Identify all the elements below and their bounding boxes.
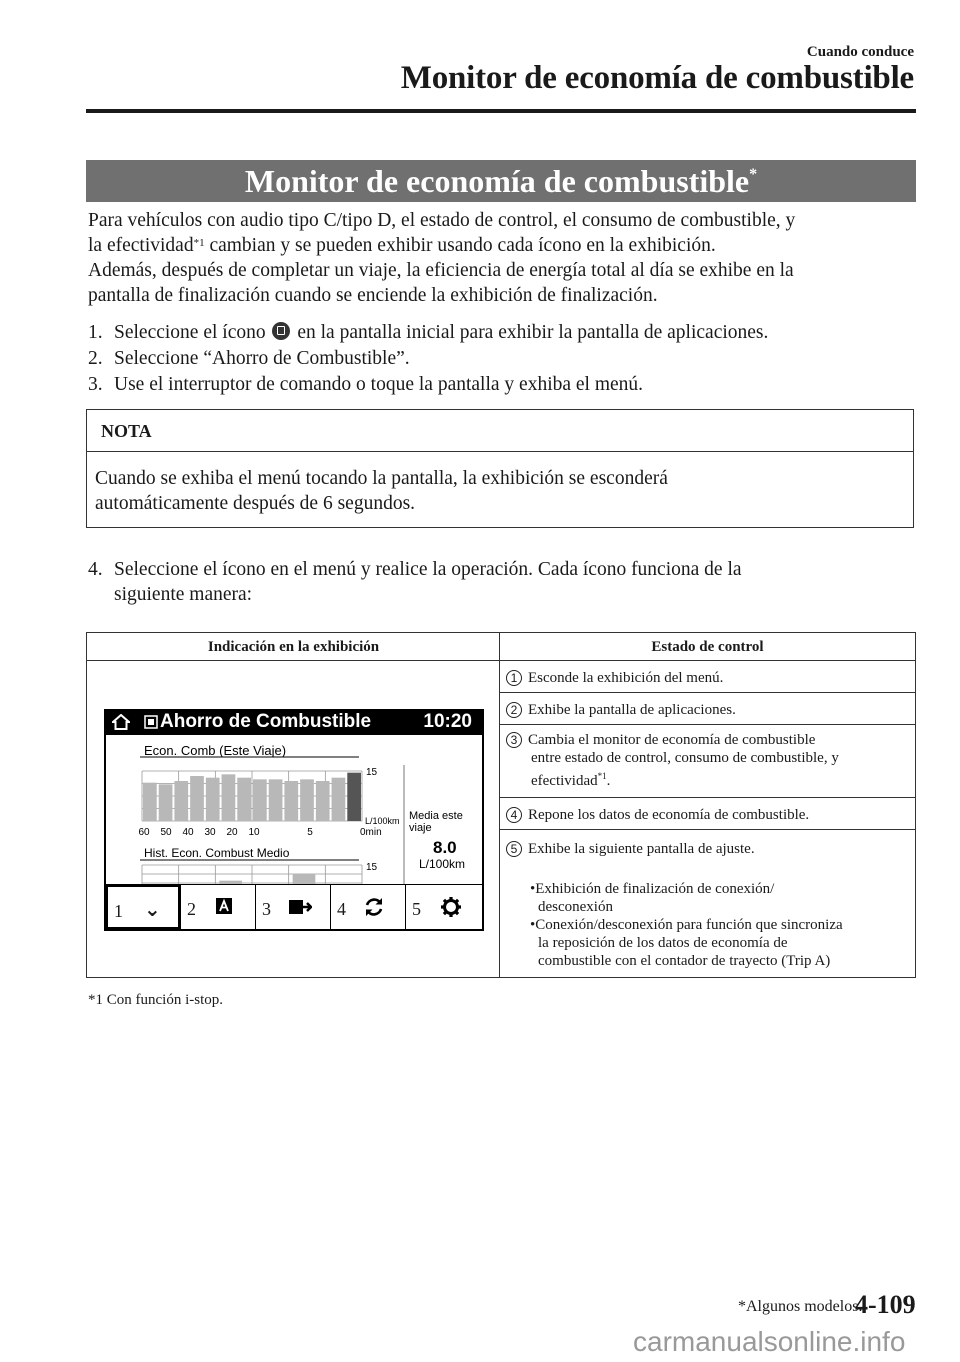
footnote-ref: *1: [597, 771, 607, 781]
chart1-unit: L/100km: [365, 816, 400, 826]
chart1-bar: [190, 776, 204, 821]
chart2-ymax: 15: [366, 862, 378, 873]
gear-icon: [440, 896, 462, 918]
footnote: *1 Con función i-stop.: [88, 992, 223, 1008]
chart2-label: Hist. Econ. Combust Medio: [144, 846, 290, 860]
callout-number: 2: [506, 702, 522, 718]
page-number: 4-109: [855, 1290, 916, 1319]
avg-label: viaje: [409, 822, 432, 834]
chart1-bar: [284, 781, 298, 821]
fuel-economy-screen: [104, 709, 484, 931]
chart1-bar: [222, 774, 236, 821]
footnote-ref: *1: [193, 237, 205, 249]
watermark: carmanualsonline.info: [633, 1326, 906, 1357]
reset-data-button[interactable]: [330, 885, 405, 929]
chevron-down-icon: ⌄: [144, 897, 161, 921]
chart1-tick-label: 30: [204, 827, 216, 838]
note-heading: NOTA: [87, 410, 913, 452]
step-4: 4. Seleccione el ícono en el menú y realice la operación. Cada ícono funciona de la siguiente manera:: [88, 559, 742, 605]
screen-header: [104, 709, 484, 735]
screen-menu-bar: [106, 885, 482, 929]
step-1: 1. Seleccione el ícono en la pantalla inicial para exhibir la pantalla de aplicaciones.: [88, 322, 769, 343]
callout-number: 4: [506, 807, 522, 823]
models-note: *Algunos modelos.: [738, 1298, 863, 1315]
chart1-bar: [347, 773, 361, 821]
list-item: •Conexión/desconexión para función que sincroniza la reposición de los datos de economía de combustible con el contador de trayecto (Trip A): [530, 917, 843, 969]
title-divider: [86, 109, 916, 113]
chart1-bar: [332, 778, 346, 821]
chart1-ymax: 15: [366, 767, 378, 778]
row-2: 2 Exhibe la pantalla de aplicaciones.: [500, 693, 915, 725]
section-label: Cuando conduce: [806, 44, 914, 60]
intro-paragraph-1: [88, 208, 916, 308]
applications-button[interactable]: [180, 885, 255, 929]
callout-number: 1: [114, 901, 123, 921]
avg-unit: L/100km: [419, 857, 466, 871]
intro-line: Para vehículos con audio tipo C/tipo D, el estado de control, el consumo de combustible, y: [88, 210, 796, 231]
chart1-tick-label: 40: [182, 827, 194, 838]
chart1-tick-label: 60: [138, 827, 150, 838]
callout-number: 4: [337, 899, 346, 919]
row-1: 1 Esconde la exhibición del menú.: [500, 661, 915, 693]
intro-line: pantalla de finalización cuando se enciende la exhibición de finalización.: [88, 285, 658, 306]
chart1-label: Econ. Comb (Este Viaje): [144, 743, 287, 758]
switch-monitor-button[interactable]: [255, 885, 330, 929]
section-banner: [86, 160, 916, 202]
callout-number: 3: [506, 732, 522, 748]
settings-list: [530, 880, 843, 970]
chart1-tick-label: 10: [248, 827, 260, 838]
page-title: Monitor de economía de combustible: [400, 60, 914, 96]
intro-line: Además, después de completar un viaje, la eficiencia de energía total al día se exhibe en la: [88, 260, 794, 281]
applications-icon: [215, 897, 233, 915]
step-number: 3.: [88, 374, 103, 395]
screen-clock: 10:20: [423, 711, 472, 732]
note-box: [86, 409, 914, 528]
banner-title: Monitor de economía de combustible: [244, 163, 750, 199]
note-body: Cuando se exhiba el menú tocando la pantalla, la exhibición se esconderá automáticamente después de 6 segundos.: [95, 468, 668, 514]
switch-screen-icon: [288, 897, 312, 917]
reset-icon: [363, 896, 385, 918]
intro-line: la efectividad$^{*1}$ cambian y se pueden exhibir usando cada ícono en la exhibición.: [88, 235, 716, 256]
step-number: 1.: [88, 322, 103, 343]
callout-number: 5: [412, 899, 421, 919]
chart1-bar: [300, 779, 314, 821]
step-number: 2.: [88, 348, 103, 369]
row-3: 3 Cambia el monitor de economía de combustible entre estado de control, consumo de combustible, y efectividad$^{*1}$.: [500, 725, 915, 798]
screen-title: Ahorro de Combustible: [160, 711, 372, 732]
callout-number: 3: [262, 899, 271, 919]
chart1-bar: [174, 781, 188, 821]
table-header-indication: Indicación en la exhibición: [87, 633, 500, 661]
step-3: 3. Use el interruptor de comando o toque la pantalla y exhiba el menú.: [88, 374, 644, 395]
settings-button[interactable]: [405, 885, 482, 929]
chart1-bar: [269, 779, 283, 821]
screen-chart-area: [106, 735, 482, 884]
row-4: 4 Repone los datos de economía de combustible.: [500, 798, 915, 830]
fuel-economy-charts: [106, 735, 482, 884]
chart1-bar: [159, 784, 173, 821]
callout-number: 5: [506, 841, 522, 857]
row-5: 5 Exhibe la siguiente pantalla de ajuste. •Exhibición de finalización de conexión/ desconexión •Conexión/desconexión para función que sincroniza la reposición de los datos de economía de combustible con el contador de trayecto (Trip A): [500, 830, 915, 977]
list-item: •Exhibición de finalización de conexión/ desconexión: [530, 881, 775, 915]
chart1-bar: [143, 783, 157, 821]
chart1-tick-label: 20: [226, 827, 238, 838]
banner-marker: *: [749, 166, 758, 183]
chart1-bar: [237, 778, 251, 821]
chart1-xmin: 0min: [360, 827, 382, 838]
callout-number: 2: [187, 899, 196, 919]
avg-value: 8.0: [433, 838, 457, 857]
step-2: 2. Seleccione “Ahorro de Combustible”.: [88, 348, 410, 369]
applications-icon: [272, 322, 290, 340]
hide-menu-button[interactable]: [106, 885, 180, 929]
home-icon: [112, 714, 130, 730]
chart2-bar: [293, 874, 316, 884]
avg-label: Media este: [409, 810, 463, 822]
chart1-bar: [316, 781, 330, 821]
chart1-bar: [253, 779, 267, 821]
callout-number: 1: [506, 670, 522, 686]
table-header-control: Estado de control: [500, 633, 915, 661]
chart1-tick-label: 5: [307, 827, 313, 838]
chart2-bar: [219, 881, 242, 884]
applications-icon: [144, 715, 158, 729]
chart1-tick-label: 50: [160, 827, 172, 838]
icon-function-table: [86, 632, 916, 978]
chart1-bar: [206, 778, 220, 821]
